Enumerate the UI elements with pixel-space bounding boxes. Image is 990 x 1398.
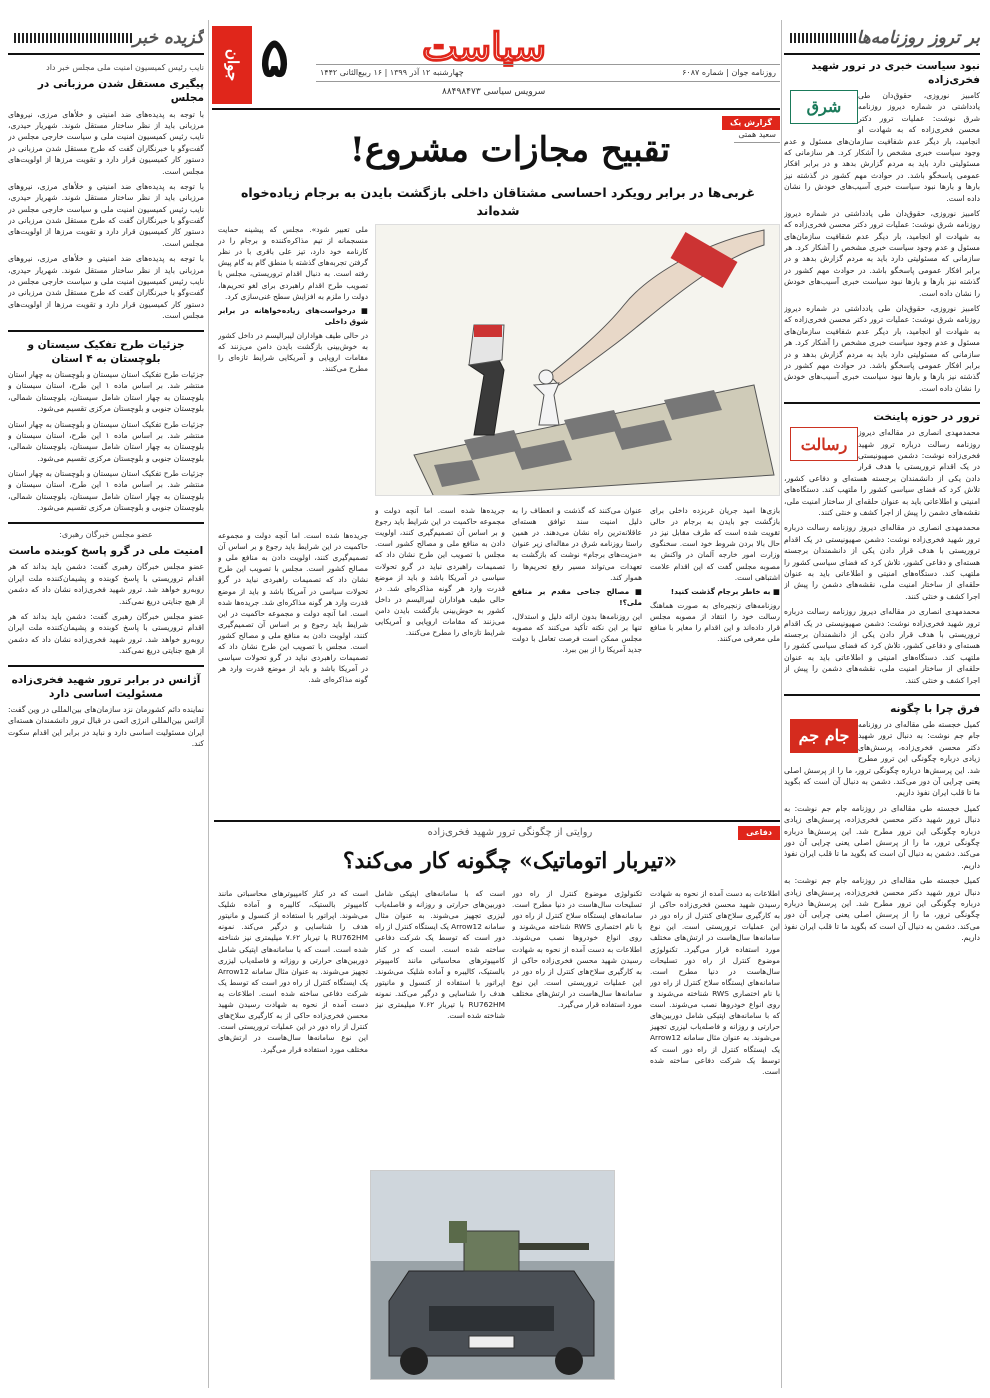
story2-column-b [512,888,642,1163]
javan-logo: جوان [212,26,252,104]
story2-col-a-text: اطلاعات به دست آمده از نحوه به شهادت رسیدن شهید محسن فخری‌زاده حاکی از به کارگیری سلاح‌های کنترل از راه دور در این عملیات تروریستی است. این نوع سامانه‌ها سال‌هاست در ارتش‌های مختلف مورد استفاده قرار می‌گیرد. [650,889,780,954]
lead-col-d-main: جریده‌ها شده است. اما آنچه دولت و مجموعه حاکمیت در این شرایط باید رجوع و بر اساس آن تصمیم‌گیری کنند، اولویت دادن به منافع ملی و مصالح کشور است. مجلس با تصویب این طرح نشان داد که تصمیمات راهبردی نباید در گرو تحولات سیاسی در آمریکا باشد و باید از موضع قدرت وارد هر گونه مذاکره‌ای شد. [375,506,505,593]
page-masthead [212,20,780,110]
story2-col-d-text: است که در کنار کامپیوترهای محاسباتی مانند کامپیوتر بالستیک، کالیبره و آماده شلیک می‌شوند. اپراتور با استفاده از کنسول و مانیتور هدف را شناسایی و درگیر می‌کند. نمونه RU762HM با تیربار ۷.۶۲ میلیمتری نیز شناخته شده است. [218,889,368,954]
right-story1-body-cont2: کامبیز نوروزی، حقوق‌دان طی یادداشتی در شماره دیروز روزنامه شرق نوشت: عملیات ترور دکتر محسن فخری‌زاده که به شهادت او انجامید، بار دیگر عدم شفافیت سازمان‌های مسئول و عدم وجود سیاست خبری مشخص را آشکار کرد. هر سازمانی که مسئولیتی دارد باید به مردم گزارش بدهد و در برابر افکار عمومی پاسخگو باشد. در حوادث مهم کشور در گذشته نیز بارها و بارها نبود سیاست خبری آسیب‌های خودش را نشان داده است. [784,304,980,393]
right-story1-title: نبود سیاست خبری در ترور شهید فخری‌زاده [811,59,980,86]
left-story1-body: با توجه به پدیده‌های ضد امنیتی و خلأهای مرزی، نیروهای مرزبانی باید از نظر ساختار مستقل شوند. شهریار حیدری، نایب رئیس کمیسیون امنیت ملی و سیاست خارجی مجلس در گفت‌وگو با خبرنگاران گفت که طرح مستقل شدن مرزبانی در دستور کار کمیسیون قرار دارد و تقویت مرزها از اولویت‌های مجلس است. [8,109,204,176]
left-section-header [8,26,204,55]
left-story3-title: امنیت ملی در گرو پاسخ کوبنده ماست [8,545,204,558]
lead-column-a [218,224,368,526]
remote-weapon-truck-photo [370,1170,615,1380]
issue-date: چهارشنبه ۱۲ آذر ۱۳۹۹ | ۱۶ ربیع‌الثانی ۱۴۴۲ [320,68,464,77]
lead-tag: گزارش یک [722,116,780,130]
left-story3-kicker: عضو مجلس خبرگان رهبری: [59,529,153,539]
left-story1-body-cont: با توجه به پدیده‌های ضد امنیتی و خلأهای مرزی، نیروهای مرزبانی باید از نظر ساختار مستقل شوند. شهریار حیدری، نایب رئیس کمیسیون امنیت ملی و سیاست خارجی مجلس در گفت‌وگو با خبرنگاران گفت که طرح مستقل شدن مرزبانی در دستور کار کمیسیون قرار دارد و تقویت مرزها از اولویت‌های مجلس است. [8,181,204,248]
lead-col-d-text2: جریده‌ها شده است. اما آنچه دولت و مجموعه حاکمیت در این شرایط باید رجوع و بر اساس آن تصمیم‌گیری کنند، اولویت دادن به منافع ملی و مصالح کشور است. مجلس با تصویب این طرح نشان داد که تصمیمات راهبردی نباید در گرو تحولات سیاسی در آمریکا باشد و باید از موضع قدرت وارد هر گونه مذاکره‌ای شد. [218,597,368,685]
right-section-header [784,26,980,55]
right-story2-body-cont2: محمدمهدی انصاری در مقاله‌ای دیروز روزنامه رسالت درباره ترور شهید فخری‌زاده نوشت: دشمن صهیونیستی در یک اقدام تروریستی با هدف قرار دادن یکی از دانشمندان برجسته هسته‌ای و دفاعی کشور، تلاش کرد که فضای سیاسی کشور را ملتهب کند. دستگاه‌های امنیتی و اطلاعاتی باید به عنوان حلقه‌ای از ساختار امنیت ملی، نقشه‌های دشمن را پیش از اجرا کشف و خنثی کنند. [784,607,980,685]
story2-kicker: روایتی از چگونگی ترور شهید فخری‌زاده [427,827,593,838]
story2-col-d-text2: است که با سامانه‌های اپتیکی شامل دوربین‌های حرارتی و روزانه و فاصله‌یاب لیزری تجهیز می‌شوند. به عنوان مثال سامانه Arrow12 یک ایستگاه کنترل از راه دور است که توسط یک شرکت دفاعی ساخته شده است. [218,944,368,998]
page-number: ۵ [260,25,290,89]
resalat-logo: رسالت [790,427,858,461]
shargh-logo: شرق [790,90,858,124]
lead-subhead: غربی‌ها در برابر رویکرد احساسی مشتاقان داخلی بازگشت بایدن به برجام زیاده‌خواه شده‌اند [240,185,755,219]
left-story1-body-cont2: با توجه به پدیده‌های ضد امنیتی و خلأهای مرزی، نیروهای مرزبانی باید از نظر ساختار مستقل شوند. شهریار حیدری، نایب رئیس کمیسیون امنیت ملی و سیاست خارجی مجلس در گفت‌وگو با خبرنگاران گفت که طرح مستقل شدن مرزبانی در دستور کار کمیسیون قرار دارد و تقویت مرزها از اولویت‌های مجلس است. [8,254,204,321]
right-story3-title: فرق چرا با چگونه [890,702,980,715]
left-story3-body: عضو مجلس خبرگان رهبری گفت: دشمن باید بداند که هر اقدام تروریستی با پاسخ کوبنده و پشیمان‌کننده ملت ایران روبه‌رو خواهد شد. ترور شهید فخری‌زاده نشان داد که دشمن از هیچ جنایتی دریغ نمی‌کند. [8,562,204,606]
issue-number: روزنامه جوان | شماره ۶۰۸۷ [682,68,776,77]
right-story2-body: محمدمهدی انصاری در مقاله‌ای دیروز روزنامه رسالت درباره ترور شهید فخری‌زاده نوشت: دشمن صهیونیستی در یک اقدام تروریستی با هدف قرار دادن یکی از دانشمندان برجسته هسته‌ای و دفاعی کشور، تلاش کرد که فضای سیاسی کشور را ملتهب کند. دستگاه‌های امنیتی و اطلاعاتی باید به عنوان حلقه‌ای از ساختار امنیت ملی، نقشه‌های دشمن را پیش از اجرا کشف و خنثی کنند. [784,428,980,518]
section-decoration [14,33,133,43]
truck-drawing [370,1171,614,1380]
right-section-title: بر تروز روزنامه‌ها [856,28,980,48]
right-story3-body-cont: کمیل خجسته طی مقاله‌ای در روزنامه جام جم نوشت: به دنبال ترور شهید دکتر محسن فخری‌زاده، پرسش‌های زیادی درباره چگونگی این ترور مطرح شد. این پرسش‌ها درباره چگونگی ترور، ما را از پرسش اصلی یعنی چرایی آن دور می‌کند. دشمن به دنبال آن است که بگوید ما تا قلب ایران نفوذ داریم. [784,803,980,870]
story2-col-a-text2: تکنولوژی موضوع کنترل از راه دور تسلیحات سال‌هاست در دنیا مطرح است. سامانه‌های ایستگاه سلاح کنترل از راه دور با نام اختصاری RWS شناخته می‌شوند و روی انواع خودروها نصب می‌شوند. [650,944,780,1010]
story2-col-a-text3: است که با سامانه‌های اپتیکی شامل دوربین‌های حرارتی و روزانه و فاصله‌یاب لیزری تجهیز می‌شوند. به عنوان مثال سامانه Arrow12 یک ایستگاه کنترل از راه دور است که توسط یک شرکت دفاعی ساخته شده است. [650,1000,780,1076]
story2-headline: «تیربار اتوماتیک» چگونه کار می‌کند؟ [342,848,678,874]
right-story3-body-cont2: کمیل خجسته طی مقاله‌ای در روزنامه جام جم نوشت: به دنبال ترور شهید دکتر محسن فخری‌زاده، پرسش‌های زیادی درباره چگونگی این ترور مطرح شد. این پرسش‌ها درباره چگونگی ترور، ما را از پرسش اصلی یعنی چرایی آن دور می‌کند. دشمن به دنبال آن است که بگوید ما تا قلب ایران نفوذ داریم. [784,876,980,943]
left-story2-body-cont2: جزئیات طرح تفکیک استان سیستان و بلوچستان به چهار استان منتشر شد. بر اساس ماده ۱ این طرح، استان سیستان و بلوچستان به چهار استان شامل سیستان، بلوچستان شمالی، بلوچستان جنوبی و بلوچستان مرکزی تقسیم می‌شود. [8,469,204,513]
left-story1-kicker: نایب رئیس کمیسیون امنیت ملی مجلس خبر داد [46,62,204,72]
right-story2-body-cont: محمدمهدی انصاری در مقاله‌ای دیروز روزنامه رسالت درباره ترور شهید فخری‌زاده نوشت: دشمن صهیونیستی در یک اقدام تروریستی با هدف قرار دادن یکی از دانشمندان برجسته هسته‌ای و دفاعی کشور، تلاش کرد که فضای سیاسی کشور را ملتهب کند. دستگاه‌های امنیتی و اطلاعاتی باید به عنوان حلقه‌ای از ساختار امنیت ملی، نقشه‌های دشمن را پیش از اجرا کشف و خنثی کنند. [784,523,980,601]
cartoon-drawing [375,225,779,496]
column-rule [208,20,209,1388]
left-story2-body-cont: جزئیات طرح تفکیک استان سیستان و بلوچستان به چهار استان منتشر شد. بر اساس ماده ۱ این طرح، استان سیستان و بلوچستان به چهار استان شامل سیستان، بلوچستان شمالی، بلوچستان جنوبی و بلوچستان مرکزی تقسیم می‌شود. [8,419,204,463]
story2-col-b-text2: اطلاعات به دست آمده از نحوه به شهادت رسیدن شهید محسن فخری‌زاده حاکی از به کارگیری سلاح‌های کنترل از راه دور در این عملیات تروریستی است. این نوع سامانه‌ها سال‌هاست در ارتش‌های مختلف مورد استفاده قرار می‌گیرد. [512,944,642,1010]
story-divider [214,820,780,822]
right-column [784,26,980,1388]
left-section-title: گزیده خبر [133,28,204,48]
story2-col-c-text: است که با سامانه‌های اپتیکی شامل دوربین‌های حرارتی و روزانه و فاصله‌یاب لیزری تجهیز می‌شوند. به عنوان مثال سامانه Arrow12 یک ایستگاه کنترل از راه دور است که توسط یک شرکت دفاعی ساخته شده است. [375,889,505,954]
lead-col-c-subhead: ■ مصالح جناحی مقدم بر منافع ملی؟! [512,586,642,607]
jamejam-logo: جام جم [790,719,858,753]
right-story2-title: ترور در حوزه پاینخت [873,411,980,424]
lead-headline: تقبیح مجازات مشروع! [349,130,671,170]
story2-col-d-text3: اطلاعات به دست آمده از نحوه به شهادت رسیدن شهید محسن فخری‌زاده حاکی از به کارگیری سلاح‌های کنترل از راه دور در این عملیات تروریستی است. این نوع سامانه‌ها سال‌هاست در ارتش‌های مختلف مورد استفاده قرار می‌گیرد. [218,988,368,1054]
lead-column-d [375,505,505,815]
masthead-info-bar [316,64,780,82]
story2-column-d [218,888,368,1388]
lead-col-b-subhead: ■ به خاطر برجام گذشت کنید! [670,586,780,596]
section-name: سیاست [422,24,547,69]
lead-col-b-text: بازی‌ها امید جریان غربزده داخلی برای بازگشت جو بایدن به برجام در حالی تقویت شده است که طرف مقابل نیز در حال بالا بردن شروط خود است. سخنگوی وزارت امور خارجه آلمان در واکنش به مصوبه مجلس گفت که این اقدام علامت اشتباهی است. [650,506,780,582]
lead-col-a-text: ملی تعبیر شود». مجلس که پیشینه حمایت منسجمانه از تیم مذاکره‌کننده و برجام را در کارنامه خود دارد، تیز علی باقری با در نظر گرفتن تجربه‌های گذشته با منطق گام به گام پیش رفته است. به دنبال اقدام تروریستی، مجلس با تصویب طرح اقدام راهبردی برای لغو تحریم‌ها، دولت را ملزم به افزایش سطح غنی‌سازی کرد. [218,225,368,301]
story2-column-c [375,888,505,1163]
desk-phone: سرویس سیاسی ۸۸۴۹۸۴۷۳ [442,87,546,97]
lead-column-a-lower [218,530,368,815]
left-story2-title: جزئیات طرح تفکیک سیستان و بلوچستان به ۴ استان [27,338,185,365]
story2-column-a [650,888,780,1388]
left-story4-body: نماینده دائم کشورمان نزد سازمان‌های بین‌المللی در وین گفت: آژانس بین‌المللی انرژی اتمی در قبال ترور دانشمندان هسته‌ای ایران مسئولیت اساسی دارد و نباید در برابر این اقدام سکوت کند. [8,704,204,749]
left-story2-body: جزئیات طرح تفکیک استان سیستان و بلوچستان به چهار استان منتشر شد. بر اساس ماده ۱ این طرح، استان سیستان و بلوچستان به چهار استان شامل سیستان، بلوچستان شمالی، بلوچستان جنوبی و بلوچستان مرکزی تقسیم می‌شود. [8,369,204,414]
lead-col-d-text: جریده‌ها شده است. اما آنچه دولت و مجموعه حاکمیت در این شرایط باید رجوع و بر اساس آن تصمیم‌گیری کنند، اولویت دادن به منافع ملی و مصالح کشور است. مجلس با تصویب این طرح نشان داد که تصمیمات راهبردی نباید در گرو تحولات سیاسی در آمریکا باشد و باید از موضع قدرت وارد هر گونه مذاکره‌ای شد. [218,531,368,607]
right-story1-body-cont: کامبیز نوروزی، حقوق‌دان طی یادداشتی در شماره دیروز روزنامه شرق نوشت: عملیات ترور دکتر محسن فخری‌زاده که به شهادت او انجامید، بار دیگر عدم شفافیت سازمان‌های مسئول و عدم وجود سیاست خبری مشخص را آشکار کرد. هر سازمانی که مسئولیتی دارد باید به مردم گزارش بدهد و در برابر افکار عمومی پاسخگو باشد. در حوادث مهم کشور در گذشته نیز بارها و بارها نبود سیاست خبری آسیب‌های خودش را نشان داده است. [784,208,980,298]
lead-col-b-text2: روزنامه‌های زنجیره‌ای به صورت هماهنگ رسالت خود را انتقاد از مصوبه مجلس قرار داده‌اند و این اقدام را مغایر با منافع ملی معرفی می‌کنند. [650,600,780,644]
lead-column-c [512,505,642,815]
right-story1-body: کامبیز نوروزی، حقوق‌دان طی یادداشتی در شماره دیروز روزنامه شرق نوشت: عملیات ترور دکتر محسن فخری‌زاده که به شهادت او انجامید، بار دیگر عدم شفافیت سازمان‌های مسئول و عدم وجود سیاست خبری مشخص را آشکار کرد. هر سازمانی که مسئولیتی دارد باید به مردم گزارش بدهد و در برابر افکار عمومی پاسخگو باشد. در حوادث مهم کشور در گذشته نیز بارها و بارها نبود سیاست خبری آسیب‌های خودش را نشان داده است. [784,90,980,203]
right-story3-body: کمیل خجسته طی مقاله‌ای در روزنامه جام جم نوشت: به دنبال ترور شهید دکتر محسن فخری‌زاده، پرسش‌های زیادی درباره چگونگی این ترور مطرح شد. این پرسش‌ها درباره چگونگی ترور، ما را از پرسش اصلی یعنی چرایی آن دور می‌کند. دشمن به دنبال آن است که بگوید ما تا قلب ایران نفوذ داریم. [784,720,980,798]
left-story1-title: پیگیری مستقل شدن مرزبانی در مجلس [37,78,204,105]
lead-col-a-subhead: ■ درخواست‌های زیاده‌خواهانه در برابر شوق داخلی [218,305,368,326]
story2-tag: دفاعی [738,826,780,840]
section-decoration [790,33,857,43]
story2-col-b-text: تکنولوژی موضوع کنترل از راه دور تسلیحات سال‌هاست در دنیا مطرح است. سامانه‌های ایستگاه سلاح کنترل از راه دور با نام اختصاری RWS شناخته می‌شوند و روی انواع خودروها نصب می‌شوند. [512,889,642,943]
lead-column-b [650,505,780,815]
left-story4-title: آژانس در برابر ترور شهید فخری‌زاده مسئولیت اساسی دارد [11,673,201,700]
lead-col-c-text: عنوان می‌کنند که گذشت و انعطاف را به دلیل امنیت سند توافق هسته‌ای عاقلانه‌ترین راه نشان می‌دهند. در همین راستا روزنامه شرق در مقاله‌ای زیر عنوان «مزیت‌های برجام» نوشت که بازگشت به تعهدات می‌تواند مسیر رفع تحریم‌ها را هموار کند. [512,506,642,582]
left-column [8,26,204,1388]
lead-col-d-main2: در حالی طیف هواداران لیبرالیسم در داخل کشور به خوش‌بینی بازگشت بایدن دامن می‌زنند که مقامات اروپایی و آمریکایی شرایط تازه‌ای را مطرح می‌کنند. [375,583,505,638]
lead-reporter: سعید همتی [734,128,780,143]
lead-col-c-text2: این روزنامه‌ها بدون ارائه دلیل و استدلال، تنها بر این نکته تأکید می‌کنند که مصوبه مجلس ممکن است فرصت تعامل با دولت جدید آمریکا را از بین ببرد. [512,611,642,655]
story2-col-c-text2: است که در کنار کامپیوترهای محاسباتی مانند کامپیوتر بالستیک، کالیبره و آماده شلیک می‌شوند. اپراتور با استفاده از کنسول و مانیتور هدف را شناسایی و درگیر می‌کند. نمونه RU762HM با تیربار ۷.۶۲ میلیمتری نیز شناخته شده است. [375,944,505,1021]
column-rule [781,20,782,1388]
left-story3-body-cont: عضو مجلس خبرگان رهبری گفت: دشمن باید بداند که هر اقدام تروریستی با پاسخ کوبنده و پشیمان‌کننده ملت ایران روبه‌رو خواهد شد. ترور شهید فخری‌زاده نشان داد که دشمن از هیچ جنایتی دریغ نمی‌کند. [8,611,204,656]
lead-col-a-text2: در حالی طیف هواداران لیبرالیسم در داخل کشور به خوش‌بینی بازگشت بایدن دامن می‌زنند که مقامات اروپایی و آمریکایی شرایط تازه‌ای را مطرح می‌کنند. [218,330,368,374]
chess-cartoon-illustration [375,224,780,496]
